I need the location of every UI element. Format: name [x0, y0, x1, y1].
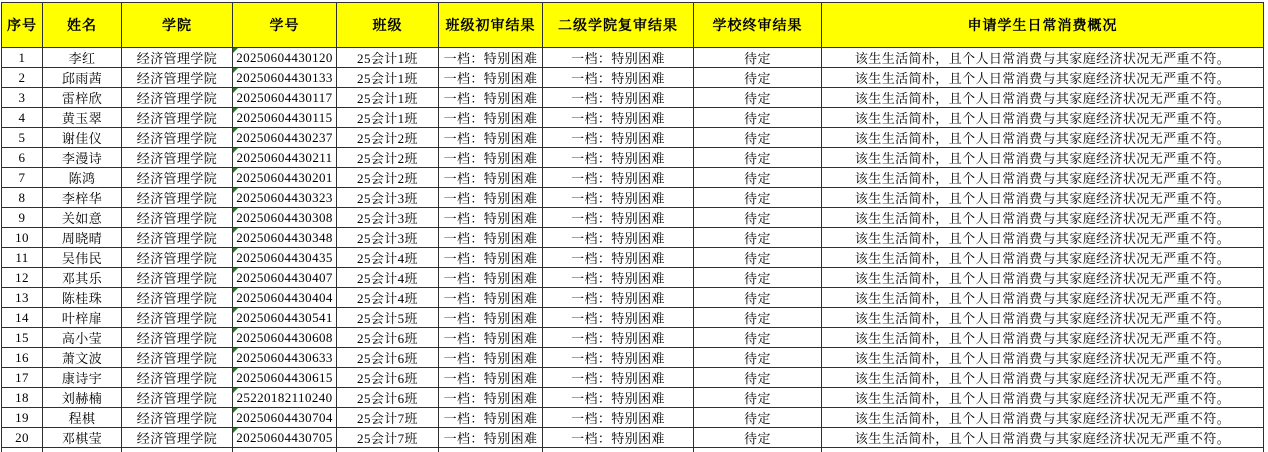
cell-school_final[interactable]: 待定 — [694, 88, 822, 108]
cell-class_review[interactable]: 一档：特别困难 — [439, 88, 543, 108]
cell-consumption[interactable]: 该生生活简朴，且个人日常消费与其家庭经济状况无严重不符。 — [822, 268, 1264, 288]
cell-college[interactable]: 经济管理学院 — [122, 208, 233, 228]
column-header-college[interactable]: 学院 — [122, 3, 233, 48]
cell-student_id[interactable]: 20250604430211 — [233, 148, 337, 168]
cell-college[interactable]: 经济管理学院 — [122, 88, 233, 108]
cell-college_review[interactable]: 一档：特别困难 — [543, 348, 694, 368]
cell-consumption[interactable]: 该生生活简朴，且个人日常消费与其家庭经济状况无严重不符。 — [822, 248, 1264, 268]
table-row — [2, 388, 1264, 408]
cell-student_id[interactable]: 20250604430608 — [233, 328, 337, 348]
cell-consumption[interactable]: 该生生活简朴，且个人日常消费与其家庭经济状况无严重不符。 — [822, 108, 1264, 128]
cell-class[interactable]: 25会计1班 — [337, 68, 439, 88]
cell-class_review[interactable]: 一档：特别困难 — [439, 368, 543, 388]
cell-consumption[interactable]: 该生生活简朴，且个人日常消费与其家庭经济状况无严重不符。 — [822, 348, 1264, 368]
green-triangle-icon — [233, 208, 238, 213]
column-header-class[interactable]: 班级 — [337, 3, 439, 48]
cell-index[interactable]: 15 — [2, 328, 43, 348]
cell-college[interactable]: 经济管理学院 — [122, 348, 233, 368]
cell-college_review[interactable]: 一档：特别困难 — [543, 188, 694, 208]
table-row — [2, 128, 1264, 148]
cell-student_id[interactable]: 20250604430133 — [233, 68, 337, 88]
cell-school_final[interactable]: 待定 — [694, 428, 822, 448]
header-row — [2, 3, 1264, 48]
cell-student_id[interactable]: 20250604430404 — [233, 288, 337, 308]
cell-class_review[interactable]: 一档：特别困难 — [439, 68, 543, 88]
cell-college_review[interactable]: 一档：特别困难 — [543, 88, 694, 108]
cell-college[interactable]: 经济管理学院 — [122, 368, 233, 388]
cell-school_final[interactable]: 待定 — [694, 368, 822, 388]
table-row — [2, 228, 1264, 248]
cell-college_review[interactable]: 一档：特别困难 — [543, 408, 694, 428]
cell-college_review[interactable]: 一档：特别困难 — [543, 328, 694, 348]
cell-class_review[interactable]: 一档：特别困难 — [439, 388, 543, 408]
cell-college[interactable]: 经济管理学院 — [122, 188, 233, 208]
cell-school_final[interactable]: 待定 — [694, 328, 822, 348]
green-triangle-icon — [233, 348, 238, 353]
green-triangle-icon — [233, 288, 238, 293]
column-header-consumption[interactable]: 申请学生日常消费概况 — [822, 3, 1264, 48]
empty-cell[interactable] — [233, 448, 337, 452]
cell-student_id[interactable]: 20250604430407 — [233, 268, 337, 288]
cell-class_review[interactable]: 一档：特别困难 — [439, 48, 543, 68]
cell-class_review[interactable]: 一档：特别困难 — [439, 408, 543, 428]
cell-consumption[interactable]: 该生生活简朴，且个人日常消费与其家庭经济状况无严重不符。 — [822, 48, 1264, 68]
cell-college[interactable]: 经济管理学院 — [122, 328, 233, 348]
cell-college_review[interactable]: 一档：特别困难 — [543, 388, 694, 408]
empty-cell[interactable] — [2, 448, 43, 452]
cell-student_id[interactable]: 20250604430237 — [233, 128, 337, 148]
cell-student_id[interactable]: 20250604430117 — [233, 88, 337, 108]
cell-college[interactable]: 经济管理学院 — [122, 168, 233, 188]
green-triangle-icon — [233, 168, 238, 173]
cell-college[interactable]: 经济管理学院 — [122, 108, 233, 128]
cell-school_final[interactable]: 待定 — [694, 128, 822, 148]
cell-school_final[interactable]: 待定 — [694, 308, 822, 328]
cell-consumption[interactable]: 该生生活简朴，且个人日常消费与其家庭经济状况无严重不符。 — [822, 428, 1264, 448]
green-triangle-icon — [233, 148, 238, 153]
cell-student_id[interactable]: 20250604430115 — [233, 108, 337, 128]
column-header-name[interactable]: 姓名 — [43, 3, 122, 48]
cell-college[interactable]: 经济管理学院 — [122, 308, 233, 328]
cell-college_review[interactable]: 一档：特别困难 — [543, 248, 694, 268]
cell-index[interactable]: 14 — [2, 308, 43, 328]
cell-school_final[interactable]: 待定 — [694, 168, 822, 188]
cell-consumption[interactable]: 该生生活简朴，且个人日常消费与其家庭经济状况无严重不符。 — [822, 368, 1264, 388]
cell-index[interactable]: 5 — [2, 128, 43, 148]
cell-student_id[interactable]: 20250604430308 — [233, 208, 337, 228]
cell-class[interactable]: 25会计5班 — [337, 308, 439, 328]
table-row — [2, 148, 1264, 168]
partial-row — [2, 448, 1264, 452]
cell-class_review[interactable]: 一档：特别困难 — [439, 428, 543, 448]
cell-name[interactable]: 刘赫楠 — [43, 388, 122, 408]
cell-student_id[interactable]: 20250604430704 — [233, 408, 337, 428]
cell-college[interactable]: 经济管理学院 — [122, 228, 233, 248]
cell-class[interactable]: 25会计1班 — [337, 108, 439, 128]
green-triangle-icon — [233, 328, 238, 333]
cell-class_review[interactable]: 一档：特别困难 — [439, 208, 543, 228]
green-triangle-icon — [233, 88, 238, 93]
cell-class[interactable]: 25会计7班 — [337, 428, 439, 448]
cell-class_review[interactable]: 一档：特别困难 — [439, 328, 543, 348]
cell-school_final[interactable]: 待定 — [694, 148, 822, 168]
cell-class_review[interactable]: 一档：特别困难 — [439, 168, 543, 188]
cell-college_review[interactable]: 一档：特别困难 — [543, 68, 694, 88]
cell-class[interactable]: 25会计6班 — [337, 388, 439, 408]
cell-student_id[interactable]: 20250604430541 — [233, 308, 337, 328]
cell-school_final[interactable]: 待定 — [694, 268, 822, 288]
cell-class_review[interactable]: 一档：特别困难 — [439, 308, 543, 328]
table-row — [2, 48, 1264, 68]
spreadsheet-region — [0, 2, 1268, 412]
cell-name[interactable]: 关如意 — [43, 208, 122, 228]
table-row — [2, 208, 1264, 228]
cell-college[interactable]: 经济管理学院 — [122, 148, 233, 168]
cell-consumption[interactable]: 该生生活简朴，且个人日常消费与其家庭经济状况无严重不符。 — [822, 328, 1264, 348]
cell-student_id[interactable]: 20250604430201 — [233, 168, 337, 188]
table-row — [2, 288, 1264, 308]
cell-name[interactable]: 雷梓欣 — [43, 88, 122, 108]
empty-cell[interactable] — [822, 448, 1264, 452]
cell-student_id[interactable]: 25220182110240 — [233, 388, 337, 408]
column-header-index[interactable]: 序号 — [2, 3, 43, 48]
cell-student_id[interactable]: 20250604430633 — [233, 348, 337, 368]
cell-name[interactable]: 吴伟民 — [43, 248, 122, 268]
green-triangle-icon — [233, 248, 238, 253]
cell-class[interactable]: 25会计1班 — [337, 88, 439, 108]
cell-college_review[interactable]: 一档：特别困难 — [543, 228, 694, 248]
cell-class[interactable]: 25会计6班 — [337, 328, 439, 348]
cell-consumption[interactable]: 该生生活简朴，且个人日常消费与其家庭经济状况无严重不符。 — [822, 288, 1264, 308]
cell-index[interactable]: 1 — [2, 48, 43, 68]
cell-class[interactable]: 25会计4班 — [337, 288, 439, 308]
cell-school_final[interactable]: 待定 — [694, 388, 822, 408]
cell-class_review[interactable]: 一档：特别困难 — [439, 128, 543, 148]
cell-class[interactable]: 25会计6班 — [337, 348, 439, 368]
cell-college[interactable]: 经济管理学院 — [122, 68, 233, 88]
cell-consumption[interactable]: 该生生活简朴，且个人日常消费与其家庭经济状况无严重不符。 — [822, 148, 1264, 168]
cell-class_review[interactable]: 一档：特别困难 — [439, 288, 543, 308]
cell-school_final[interactable]: 待定 — [694, 288, 822, 308]
cell-name[interactable]: 叶梓扉 — [43, 308, 122, 328]
cell-student_id[interactable]: 20250604430615 — [233, 368, 337, 388]
cell-name[interactable]: 康诗宇 — [43, 368, 122, 388]
cell-college[interactable]: 经济管理学院 — [122, 288, 233, 308]
green-triangle-icon — [233, 308, 238, 313]
table-row — [2, 108, 1264, 128]
empty-cell[interactable] — [694, 448, 822, 452]
cell-index[interactable]: 20 — [2, 428, 43, 448]
table-row — [2, 428, 1264, 448]
column-header-student_id[interactable]: 学号 — [233, 3, 337, 48]
cell-class_review[interactable]: 一档：特别困难 — [439, 248, 543, 268]
cell-name[interactable]: 陈鸿 — [43, 168, 122, 188]
cell-school_final[interactable]: 待定 — [694, 208, 822, 228]
cell-index[interactable]: 10 — [2, 228, 43, 248]
table-row — [2, 88, 1264, 108]
cell-class_review[interactable]: 一档：特别困难 — [439, 108, 543, 128]
cell-class[interactable]: 25会计1班 — [337, 48, 439, 68]
cell-college[interactable]: 经济管理学院 — [122, 268, 233, 288]
cell-index[interactable]: 9 — [2, 208, 43, 228]
review-table — [1, 2, 1264, 452]
green-triangle-icon — [233, 428, 238, 433]
cell-name[interactable]: 高小莹 — [43, 328, 122, 348]
cell-name[interactable]: 萧文波 — [43, 348, 122, 368]
green-triangle-icon — [233, 68, 238, 73]
cell-class[interactable]: 25会计7班 — [337, 408, 439, 428]
table-row — [2, 408, 1264, 428]
cell-index[interactable]: 3 — [2, 88, 43, 108]
cell-consumption[interactable]: 该生生活简朴，且个人日常消费与其家庭经济状况无严重不符。 — [822, 408, 1264, 428]
column-header-school_final[interactable]: 学校终审结果 — [694, 3, 822, 48]
empty-cell[interactable] — [337, 448, 439, 452]
empty-cell[interactable] — [543, 448, 694, 452]
table-row — [2, 308, 1264, 328]
green-triangle-icon — [233, 408, 238, 413]
cell-college_review[interactable]: 一档：特别困难 — [543, 168, 694, 188]
cell-consumption[interactable]: 该生生活简朴，且个人日常消费与其家庭经济状况无严重不符。 — [822, 188, 1264, 208]
cell-school_final[interactable]: 待定 — [694, 108, 822, 128]
cell-index[interactable]: 4 — [2, 108, 43, 128]
cell-name[interactable]: 李漫诗 — [43, 148, 122, 168]
cell-class_review[interactable]: 一档：特别困难 — [439, 188, 543, 208]
cell-college_review[interactable]: 一档：特别困难 — [543, 288, 694, 308]
cell-index[interactable]: 6 — [2, 148, 43, 168]
green-triangle-icon — [233, 228, 238, 233]
cell-index[interactable]: 7 — [2, 168, 43, 188]
cell-consumption[interactable]: 该生生活简朴，且个人日常消费与其家庭经济状况无严重不符。 — [822, 68, 1264, 88]
cell-college_review[interactable]: 一档：特别困难 — [543, 148, 694, 168]
cell-student_id[interactable]: 20250604430435 — [233, 248, 337, 268]
cell-college_review[interactable]: 一档：特别困难 — [543, 368, 694, 388]
green-triangle-icon — [233, 48, 238, 53]
cell-consumption[interactable]: 该生生活简朴，且个人日常消费与其家庭经济状况无严重不符。 — [822, 308, 1264, 328]
column-header-college_review[interactable]: 二级学院复审结果 — [543, 3, 694, 48]
cell-class[interactable]: 25会计3班 — [337, 228, 439, 248]
column-header-class_review[interactable]: 班级初审结果 — [439, 3, 543, 48]
cell-college[interactable]: 经济管理学院 — [122, 428, 233, 448]
cell-college[interactable]: 经济管理学院 — [122, 388, 233, 408]
cell-school_final[interactable]: 待定 — [694, 408, 822, 428]
cell-index[interactable]: 18 — [2, 388, 43, 408]
green-triangle-icon — [233, 188, 238, 193]
cell-name[interactable]: 邓其乐 — [43, 268, 122, 288]
table-row — [2, 248, 1264, 268]
cell-college_review[interactable]: 一档：特别困难 — [543, 208, 694, 228]
cell-college[interactable]: 经济管理学院 — [122, 248, 233, 268]
cell-class[interactable]: 25会计3班 — [337, 208, 439, 228]
cell-name[interactable]: 邓棋莹 — [43, 428, 122, 448]
cell-index[interactable]: 13 — [2, 288, 43, 308]
table-row — [2, 68, 1264, 88]
cell-school_final[interactable]: 待定 — [694, 188, 822, 208]
cell-class[interactable]: 25会计4班 — [337, 248, 439, 268]
cell-class_review[interactable]: 一档：特别困难 — [439, 268, 543, 288]
cell-class_review[interactable]: 一档：特别困难 — [439, 148, 543, 168]
empty-cell[interactable] — [43, 448, 122, 452]
cell-student_id[interactable]: 20250604430323 — [233, 188, 337, 208]
cell-class[interactable]: 25会计2班 — [337, 148, 439, 168]
cell-name[interactable]: 陈桂珠 — [43, 288, 122, 308]
table-row — [2, 268, 1264, 288]
cell-index[interactable]: 12 — [2, 268, 43, 288]
cell-college_review[interactable]: 一档：特别困难 — [543, 308, 694, 328]
cell-college[interactable]: 经济管理学院 — [122, 48, 233, 68]
table-row — [2, 348, 1264, 368]
cell-class[interactable]: 25会计2班 — [337, 128, 439, 148]
cell-name[interactable]: 李红 — [43, 48, 122, 68]
cell-school_final[interactable]: 待定 — [694, 48, 822, 68]
green-triangle-icon — [233, 128, 238, 133]
cell-class[interactable]: 25会计6班 — [337, 368, 439, 388]
green-triangle-icon — [233, 108, 238, 113]
empty-cell[interactable] — [122, 448, 233, 452]
cell-consumption[interactable]: 该生生活简朴，且个人日常消费与其家庭经济状况无严重不符。 — [822, 208, 1264, 228]
cell-school_final[interactable]: 待定 — [694, 248, 822, 268]
table-row — [2, 328, 1264, 348]
table-row — [2, 168, 1264, 188]
cell-school_final[interactable]: 待定 — [694, 348, 822, 368]
cell-index[interactable]: 11 — [2, 248, 43, 268]
cell-school_final[interactable]: 待定 — [694, 68, 822, 88]
cell-class[interactable]: 25会计4班 — [337, 268, 439, 288]
table-row — [2, 188, 1264, 208]
cell-index[interactable]: 2 — [2, 68, 43, 88]
cell-college[interactable]: 经济管理学院 — [122, 408, 233, 428]
cell-class_review[interactable]: 一档：特别困难 — [439, 348, 543, 368]
cell-index[interactable]: 19 — [2, 408, 43, 428]
cell-school_final[interactable]: 待定 — [694, 228, 822, 248]
cell-college_review[interactable]: 一档：特别困难 — [543, 428, 694, 448]
cell-consumption[interactable]: 该生生活简朴，且个人日常消费与其家庭经济状况无严重不符。 — [822, 88, 1264, 108]
cell-name[interactable]: 李梓华 — [43, 188, 122, 208]
empty-cell[interactable] — [439, 448, 543, 452]
green-triangle-icon — [233, 388, 238, 393]
cell-name[interactable]: 邱雨茜 — [43, 68, 122, 88]
green-triangle-icon — [233, 368, 238, 373]
cell-student_id[interactable]: 20250604430348 — [233, 228, 337, 248]
cell-consumption[interactable]: 该生生活简朴，且个人日常消费与其家庭经济状况无严重不符。 — [822, 128, 1264, 148]
cell-index[interactable]: 8 — [2, 188, 43, 208]
cell-student_id[interactable]: 20250604430120 — [233, 48, 337, 68]
green-triangle-icon — [233, 268, 238, 273]
cell-consumption[interactable]: 该生生活简朴，且个人日常消费与其家庭经济状况无严重不符。 — [822, 388, 1264, 408]
cell-student_id[interactable]: 20250604430705 — [233, 428, 337, 448]
cell-college[interactable]: 经济管理学院 — [122, 128, 233, 148]
cell-consumption[interactable]: 该生生活简朴，且个人日常消费与其家庭经济状况无严重不符。 — [822, 228, 1264, 248]
cell-name[interactable]: 程棋 — [43, 408, 122, 428]
table-row — [2, 368, 1264, 388]
cell-college_review[interactable]: 一档：特别困难 — [543, 108, 694, 128]
cell-college_review[interactable]: 一档：特别困难 — [543, 48, 694, 68]
cell-index[interactable]: 17 — [2, 368, 43, 388]
cell-college_review[interactable]: 一档：特别困难 — [543, 268, 694, 288]
cell-college_review[interactable]: 一档：特别困难 — [543, 128, 694, 148]
cell-consumption[interactable]: 该生生活简朴，且个人日常消费与其家庭经济状况无严重不符。 — [822, 168, 1264, 188]
cell-class[interactable]: 25会计2班 — [337, 168, 439, 188]
cell-class_review[interactable]: 一档：特别困难 — [439, 228, 543, 248]
cell-name[interactable]: 谢佳仪 — [43, 128, 122, 148]
cell-class[interactable]: 25会计3班 — [337, 188, 439, 208]
cell-name[interactable]: 黄玉翠 — [43, 108, 122, 128]
cell-name[interactable]: 周晓晴 — [43, 228, 122, 248]
cell-index[interactable]: 16 — [2, 348, 43, 368]
